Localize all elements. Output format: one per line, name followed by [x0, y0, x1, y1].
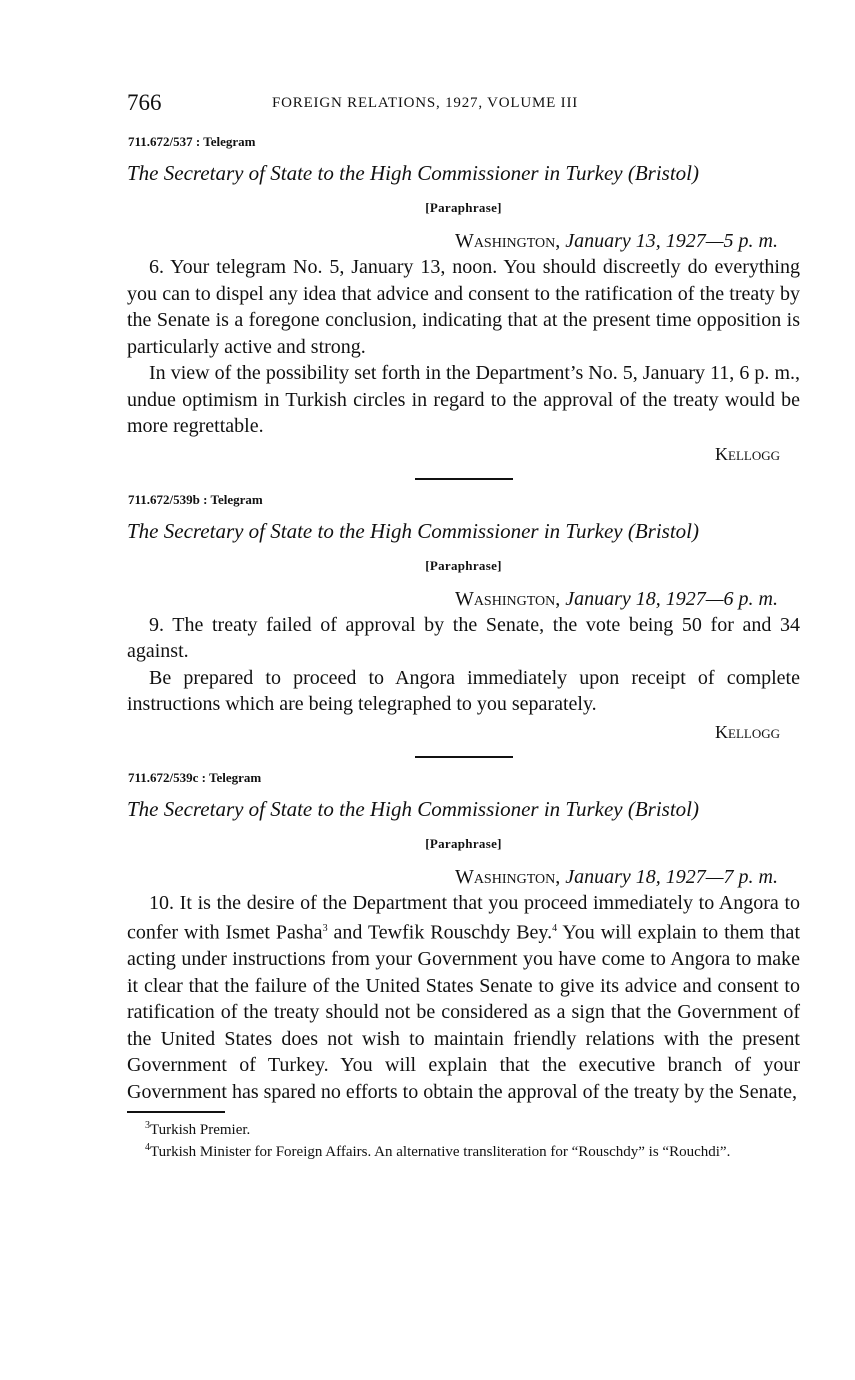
dateline	[127, 864, 800, 890]
place: Washington,	[454, 587, 561, 610]
footnote	[127, 1117, 800, 1139]
place: Washington,	[454, 865, 561, 888]
paragraph-text: You will explain to them that acting under instructions from your Government you have come to Angora to make it clear that the failure of the United States Senate to give its advice and consent to ratification of the treaty should not be considered as a sign that the Government of the United States does not wish to maintain friendly relations with the present Government of Turkey. You will explain that the executive branch of your Government has spared no efforts to obtain the approval of the treaty by the Senate,	[127, 921, 800, 1103]
footnote-mark: 3	[145, 1120, 150, 1132]
footnote	[127, 1139, 800, 1161]
paragraph: 6. Your telegram No. 5, January 13, noon. You should discreetly do everything you can to dispel any idea that advice and consent to the ratification of the treaty by the Senate is a foregone conclusion, indicating that at the present time opposition is particularly active and strong.	[127, 256, 800, 358]
file-reference: 711.672/537 : Telegram	[128, 134, 256, 149]
document-3	[127, 770, 800, 1106]
separator-rule	[415, 478, 513, 480]
paragraph: In view of the possibility set forth in the Department’s No. 5, January 11, 6 p. m., undue optimism in Turkish circles in regard to the approval of the treaty would be more regrettable.	[127, 362, 800, 437]
place: Washington,	[454, 230, 561, 252]
paragraph-text: 10. It is the desire of the Department that you proceed immediately to Angora to confer with Ismet Pasha	[127, 891, 800, 944]
dateline	[127, 228, 800, 254]
date: January 18, 1927—7 p. m.	[565, 865, 778, 888]
paraphrase-label: [Paraphrase]	[425, 557, 502, 573]
running-header	[127, 88, 800, 122]
paragraph: Be prepared to proceed to Angora immediately upon receipt of complete instructions which are being telegraphed to you separately.	[127, 666, 800, 715]
date: January 18, 1927—6 p. m.	[565, 587, 778, 610]
paragraph-text: and Tewfik Rouschdy Bey.	[327, 921, 553, 944]
footnote-ref: 3	[322, 923, 328, 934]
paraphrase-label: [Paraphrase]	[425, 835, 502, 851]
paragraph: 9. The treaty failed of approval by the Senate, the vote being 50 for and 34 against.	[127, 613, 800, 662]
document-title: The Secretary of State to the High Commissioner in Turkey (Bristol)	[127, 518, 699, 543]
signature: Kellogg	[715, 443, 780, 464]
document-2	[127, 492, 800, 744]
document-title: The Secretary of State to the High Commissioner in Turkey (Bristol)	[127, 796, 699, 821]
footnote-text: Turkish Premier.	[150, 1122, 251, 1139]
footnote-mark: 4	[145, 1142, 150, 1154]
footnote-text: Turkish Minister for Foreign Affairs. An alternative transliteration for “Rouschdy” is “Rouchdi”.	[150, 1144, 731, 1161]
paraphrase-label: [Paraphrase]	[425, 200, 502, 215]
running-title: FOREIGN RELATIONS, 1927, VOLUME III	[272, 95, 579, 111]
page-number: 766	[127, 90, 162, 115]
footnote-rule	[127, 1111, 225, 1113]
date: January 13, 1927—5 p. m.	[565, 230, 778, 252]
file-reference: 711.672/539b : Telegram	[128, 491, 263, 507]
footnotes	[127, 1117, 800, 1161]
document-1	[127, 134, 800, 466]
separator-rule	[415, 756, 513, 758]
file-reference: 711.672/539c : Telegram	[128, 769, 262, 785]
dateline	[127, 586, 800, 612]
paragraph	[127, 890, 800, 1106]
signature: Kellogg	[715, 721, 780, 742]
document-title: The Secretary of State to the High Commissioner in Turkey (Bristol)	[127, 161, 699, 185]
document-page	[127, 88, 800, 1161]
footnote-ref: 4	[552, 923, 558, 934]
